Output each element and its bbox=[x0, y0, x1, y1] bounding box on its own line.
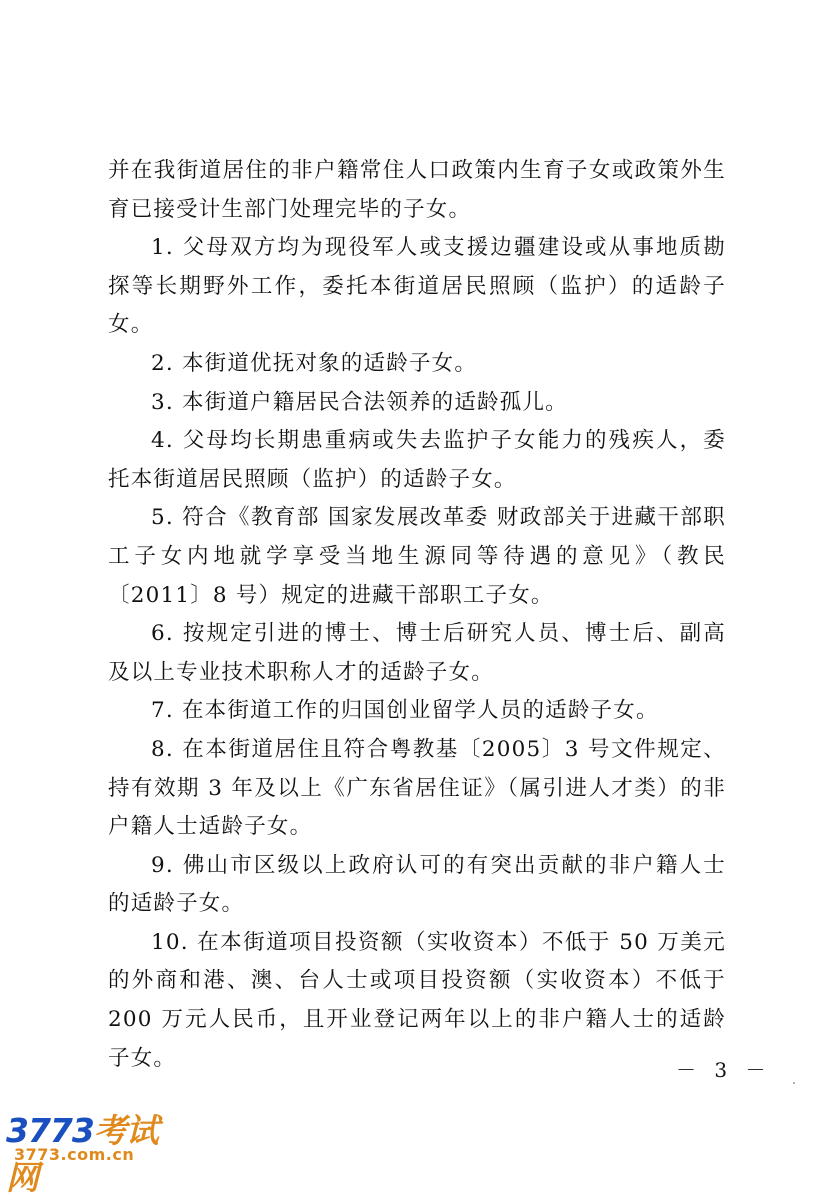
paragraph-item-2: 2. 本街道优抚对象的适龄子女。 bbox=[151, 350, 478, 376]
paragraph-item-3: 3. 本街道户籍居民合法领养的适龄孤儿。 bbox=[151, 389, 568, 415]
paragraph-item-10: 10. 在本街道项目投资额（实收资本）不低于 50 万美元的外商和港、澳、台人士或项目投资额（实收资本）不低于 200 万元人民币，且开业登记两年以上的非户籍人士的适龄子女。 bbox=[108, 929, 726, 1071]
watermark-logo-chinese: 考试网 bbox=[6, 1111, 158, 1197]
scan-dot bbox=[793, 1082, 795, 1084]
watermark-url: 3773.com.cn bbox=[14, 1145, 135, 1164]
paragraph-item-5: 5. 符合《教育部 国家发展改革委 财政部关于进藏干部职工子女内地就学享受当地生源同等待遇的意见》（教民〔2011〕8 号）规定的进藏干部职工子女。 bbox=[108, 505, 726, 608]
paragraph-item-7: 7. 在本街道工作的归国创业留学人员的适龄子女。 bbox=[151, 698, 659, 724]
body-text bbox=[108, 152, 726, 1078]
paragraph-item-4: 4. 父母均长期患重病或失去监护子女能力的残疾人，委托本街道居民照顾（监护）的适龄子女。 bbox=[108, 428, 726, 492]
paragraph-item-9: 9. 佛山市区级以上政府认可的有突出贡献的非户籍人士的适龄子女。 bbox=[108, 852, 726, 917]
page-number: － 3 － bbox=[676, 1058, 772, 1082]
site-watermark-logo[interactable] bbox=[4, 1103, 184, 1197]
paragraph-item-8: 8. 在本街道居住且符合粤教基〔2005〕3 号文件规定、持有效期 3 年及以上《广东省居住证》（属引进人才类）的非户籍人士适龄子女。 bbox=[108, 736, 726, 840]
paragraph-item-1: 1. 父母双方均为现役军人或支援边疆建设或从事地质勘探等长期野外工作，委托本街道居民照顾（监护）的适龄子女。 bbox=[108, 235, 726, 338]
watermark-logo-digits: 3773 bbox=[6, 1111, 94, 1150]
paragraph-item-6: 6. 按规定引进的博士、博士后研究人员、博士后、副高及以上专业技术职称人才的适龄子女。 bbox=[108, 621, 726, 685]
paragraph-intro: 并在我街道居住的非户籍常住人口政策内生育子女或政策外生育已接受计生部门处理完毕的子女。 bbox=[108, 158, 726, 222]
